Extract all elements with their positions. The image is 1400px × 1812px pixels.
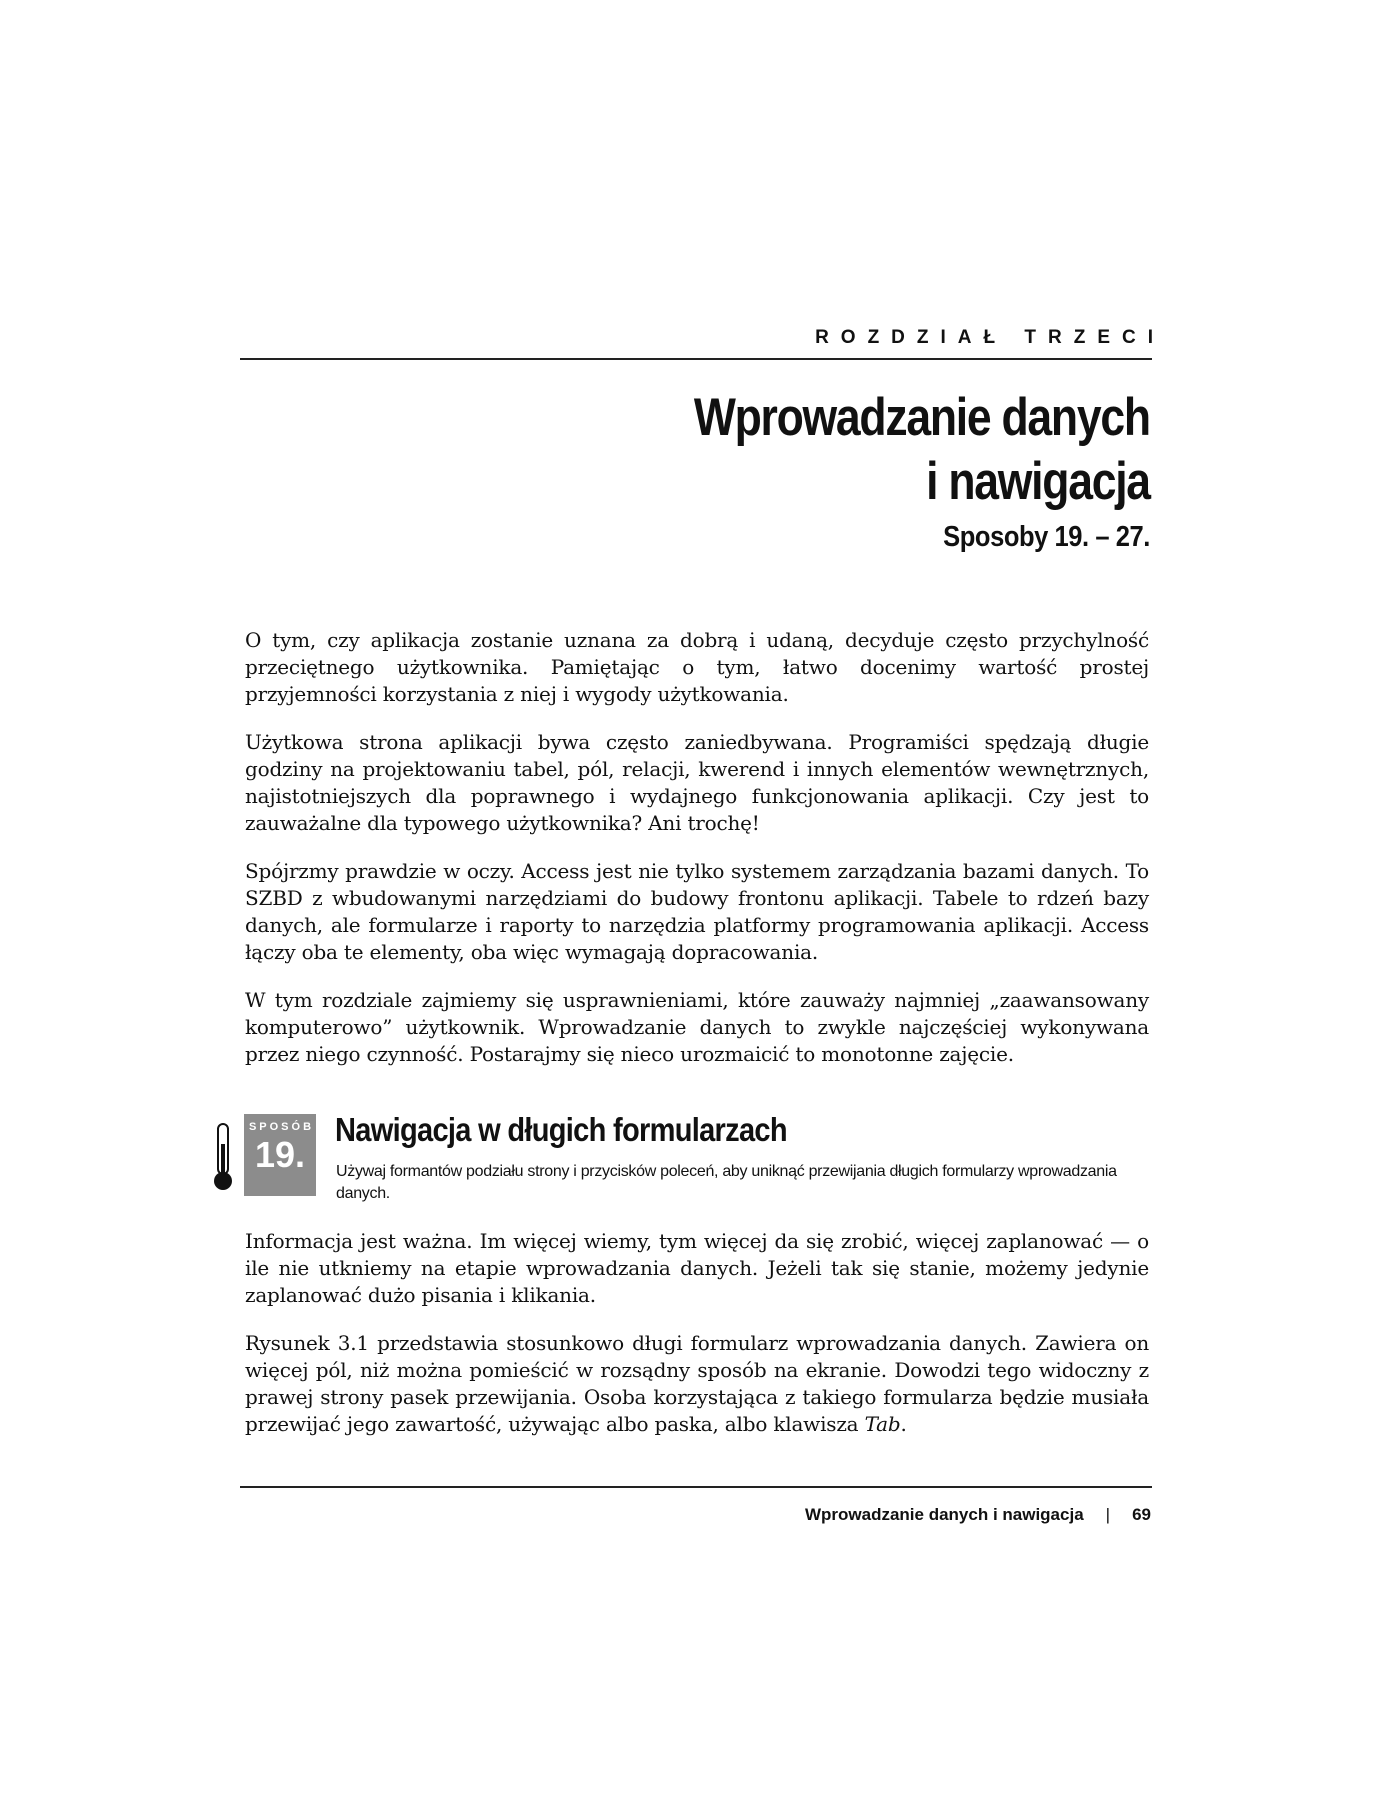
footer-separator: | [1105,1505,1111,1524]
tab-key-name: Tab [864,1412,901,1436]
intro-paragraph-1: O tym, czy aplikacja zostanie uznana za dobrą i udaną, decyduje często przychylność przeciętnego użytkownika. Pamiętając o tym, łatwo docenimy wartość prostej przyjemności korzystania z niej i wygody użytkowania. [245,628,1149,706]
running-title: Wprowadzanie danych i nawigacja [804,1505,1084,1524]
page-number: 69 [1132,1505,1151,1524]
intro-paragraph-4: W tym rozdziale zajmiemy się usprawnieniami, które zauważy najmniej „zaawansowany komputerowo” użytkownik. Wprowadzanie danych to zwykle najczęściej wykonywana przez niego czynność. Postarajmy się nieco urozmaicić to monotonne zajęcie. [245,988,1149,1066]
chapter-subtitle: Sposoby 19. – 27. [943,521,1150,553]
hack-number: 19. [254,1134,306,1175]
hack-title: Nawigacja w długich formularzach [335,1111,787,1148]
chapter-title [694,386,1150,514]
footer-rule [240,1486,1152,1488]
chapter-label: ROZDZIAŁ TRZECI [815,327,1165,348]
chapter-title-line-2: i nawigacja [926,452,1150,511]
header-rule [240,358,1152,360]
chapter-title-line-1: Wprowadzanie danych [694,388,1150,447]
intro-text [245,627,1149,1089]
intro-paragraph-2: Użytkowa strona aplikacji bywa często zaniedbywana. Programiści spędzają długie godziny na projektowaniu tabel, pól, relacji, kwerend i innych elementów wewnętrznych, najistotniejszych dla poprawnego i wydajnego funkcjonowania aplikacji. Czy jest to zauważalne dla typowego użytkownika? Ani trochę! [245,730,1149,835]
hack-kind: SPOSÓB [248,1121,315,1133]
hack-text [245,1228,1149,1459]
page-footer [805,1505,1151,1525]
hack-badge [244,1114,316,1196]
hack-paragraph-2 [245,1330,1149,1438]
hack-paragraph-1: Informacja jest ważna. Im więcej wiemy, tym więcej da się zrobić, więcej zaplanować — o ile nie utkniemy na etapie wprowadzania danych. Jeżeli tak się stanie, możemy jedynie zaplanować dużo pisania i klikania. [245,1229,1149,1307]
hack-paragraph-2-text: Rysunek 3.1 przedstawia stosunkowo długi formularz wprowadzania danych. Zawiera on więcej pól, niż można pomieścić w rozsądny sposób na ekranie. Dowodzi tego widoczny z prawej strony pasek przewijania. Osoba korzystająca z takiego formularza będzie musiała przewijać jego zawartość, używając albo paska, albo klawisza [245,1331,1149,1436]
hack-description: Używaj formantów podziału strony i przycisków poleceń, aby uniknąć przewijania długich formularzy wprowadzania danych. [336,1163,1117,1202]
hack-paragraph-2-end: . [900,1412,907,1436]
thermometer-icon [213,1122,233,1192]
intro-paragraph-3: Spójrzmy prawdzie w oczy. Access jest nie tylko systemem zarządzania bazami danych. To SZBD z wbudowanymi narzędziami do budowy frontonu aplikacji. Tabele to rdzeń bazy danych, ale formularze i raporty to narzędzia platformy programowania aplikacji. Access łączy oba te elementy, oba więc wymagają dopracowania. [245,859,1149,964]
